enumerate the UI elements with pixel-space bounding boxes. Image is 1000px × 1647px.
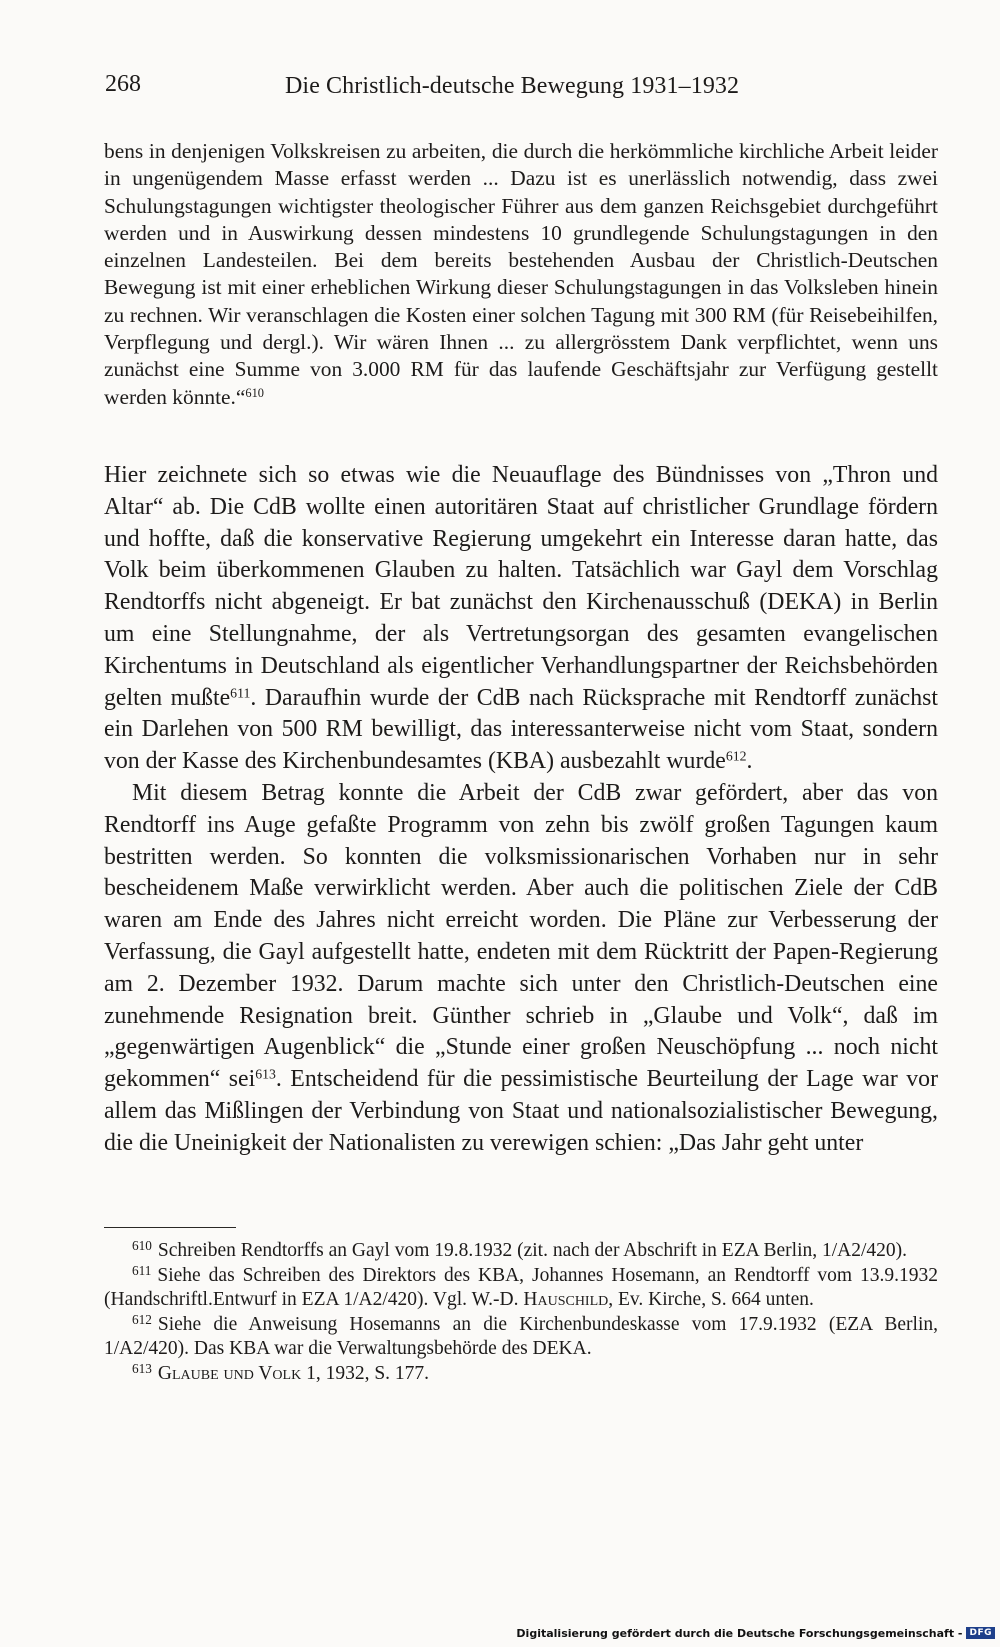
author-name: Hauschild [523, 1289, 609, 1310]
footnote-number: 613 [132, 1360, 152, 1376]
footnote-number: 610 [132, 1238, 152, 1254]
footnotes [104, 1239, 938, 1386]
footnote-text: Siehe das Schreiben des Direktors des KBA, Johannes Hosemann, an Rendtorff vom 13.9.1932 (Handschriftl.Entwurf in EZA 1/A2/420). Vgl. W.-D. [104, 1264, 938, 1310]
source-title: Glaube und Volk [157, 1362, 302, 1384]
dfg-logo-icon: DFG [966, 1627, 995, 1639]
paragraph-1-text-a: Hier zeichnete sich so etwas wie die Neuauflage des Bündnisses von „Thron und Altar“ ab. Die CdB wollte einen autoritären Staat auf christlicher Grundlage fördern und hoffte, daß die konservative Regierung umgekehrt ein Interesse daran hatte, das Volk beim überkommenen Glauben zu halten. Tatsächlich war Gayl dem Vorschlag Rendtorffs nicht abgeneigt. Er bat zunächst den Kirchenausschuß (DEKA) in Berlin um eine Stellungnahme, der als Vertretungsorgan des gesamten evangelischen Kirchentums in Deutschland als eigentlicher Verhandlungspartner der Reichsbehörden gelten mußte [104, 462, 938, 711]
main-text [104, 460, 938, 1160]
paragraph-1-text-b: . Daraufhin wurde der CdB nach Rücksprache mit Rendtorff zunächst ein Darlehen von 500 RM bewilligt, das interessanterweise nicht vom Staat, sondern von der Kasse des Kirchenbundesamtes (KBA) ausbezahlt wurde [104, 684, 938, 775]
footnote-ref-612: 612 [725, 748, 747, 764]
paragraph-1 [104, 460, 938, 778]
footnote-ref-613: 613 [255, 1066, 276, 1082]
footnote-ref-611: 611 [230, 685, 251, 700]
footnote-610 [104, 1239, 938, 1264]
footnote-number: 611 [132, 1262, 152, 1278]
footnote-text: , Ev. Kirche, S. 664 unten. [608, 1289, 814, 1310]
block-quote [104, 138, 938, 411]
footnote-separator [104, 1227, 236, 1228]
running-title: Die Christlich-deutsche Bewegung 1931–1932 [285, 73, 740, 99]
paragraph-2-text-b: . Entscheidend für die pessimistische Beurteilung der Lage war vor allem das Mißlingen der Verbindung von Staat und nationalsozialistischer Bewegung, die die Uneinigkeit der Nationalisten zu verewigen schien: „Das Jahr geht unter [104, 1066, 939, 1156]
quote-text: bens in denjenigen Volkskreisen zu arbeiten, die durch die herkömmliche kirchliche Arbeit leider in ungenügendem Masse erfasst werden ... Dazu ist es unerlässlich notwendig, dass zwei Schulungstagungen wichtigster theologischer Führer aus dem ganzen Reichsgebiet durchgeführt werden und in Auswirkung dessen mindestens 10 grundlegende Schulungstagungen in den einzelnen Landesteilen. Bei dem bereits bestehenden Ausbau der Christlich-Deutschen Bewegung ist mit einer erheblichen Wirkung dieser Schulungstagungen in das Volksleben hinein zu rechnen. Wir veranschlagen die Kosten einer solchen Tagung mit 300 RM (für Reisebeihilfen, Verpflegung und dergl.). Wir wären Ihnen ... zu allergrösstem Dank verpflichtet, wenn uns zunächst eine Summe von 3.000 RM für das laufende Geschäftsjahr zur Verfügung gestellt werden könnte.“ [104, 139, 938, 409]
paragraph-1-text-c: . [746, 748, 753, 775]
footnote-612 [104, 1313, 938, 1362]
footnote-text: 1, 1932, S. 177. [301, 1362, 430, 1384]
paragraph-2-text-a: Mit diesem Betrag konnte die Arbeit der CdB zwar gefördert, aber das von Rendtorff ins Auge gefaßte Programm von zehn bis zwölf großen Tagungen kaum bestritten werden. So konnten die volksmissionarischen Vorhaben nur in sehr bescheidenem Maße verwirklicht werden. Aber auch die politischen Ziele der CdB waren am Ende des Jahres nicht erreicht worden. Die Pläne zur Verbesserung der Verfassung, die Gayl aufgestellt hatte, endeten mit dem Rücktritt der Papen-Regierung am 2. Dezember 1932. Darum machte sich unter den Christlich-Deutschen eine zunehmende Resignation breit. Günther schrieb in „Glaube und Volk“, daß im „gegenwärtigen Augenblick“ die „Stunde einer großen Neuschöpfung ... noch nicht gekommen“ sei [104, 779, 938, 1093]
page-number: 268 [105, 71, 141, 97]
footnote-number: 612 [132, 1311, 152, 1327]
footnote-text: Siehe die Anweisung Hosemanns an die Kirchenbundeskasse vom 17.9.1932 (EZA Berlin, 1/A2/420). Das KBA war die Verwaltungsbehörde des DEKA. [104, 1313, 938, 1359]
quote-paragraph [104, 138, 938, 411]
footnote-text: Schreiben Rendtorffs an Gayl vom 19.8.1932 (zit. nach der Abschrift in EZA Berlin, 1/A2/420). [157, 1240, 908, 1261]
footnote-611 [104, 1264, 938, 1313]
paragraph-2 [104, 778, 938, 1160]
digitization-text: Digitalisierung gefördert durch die Deutsche Forschungsgemeinschaft - [516, 1626, 963, 1640]
digitization-notice [516, 1625, 995, 1641]
footnote-ref-610: 610 [245, 385, 264, 400]
footnote-613 [104, 1362, 938, 1387]
